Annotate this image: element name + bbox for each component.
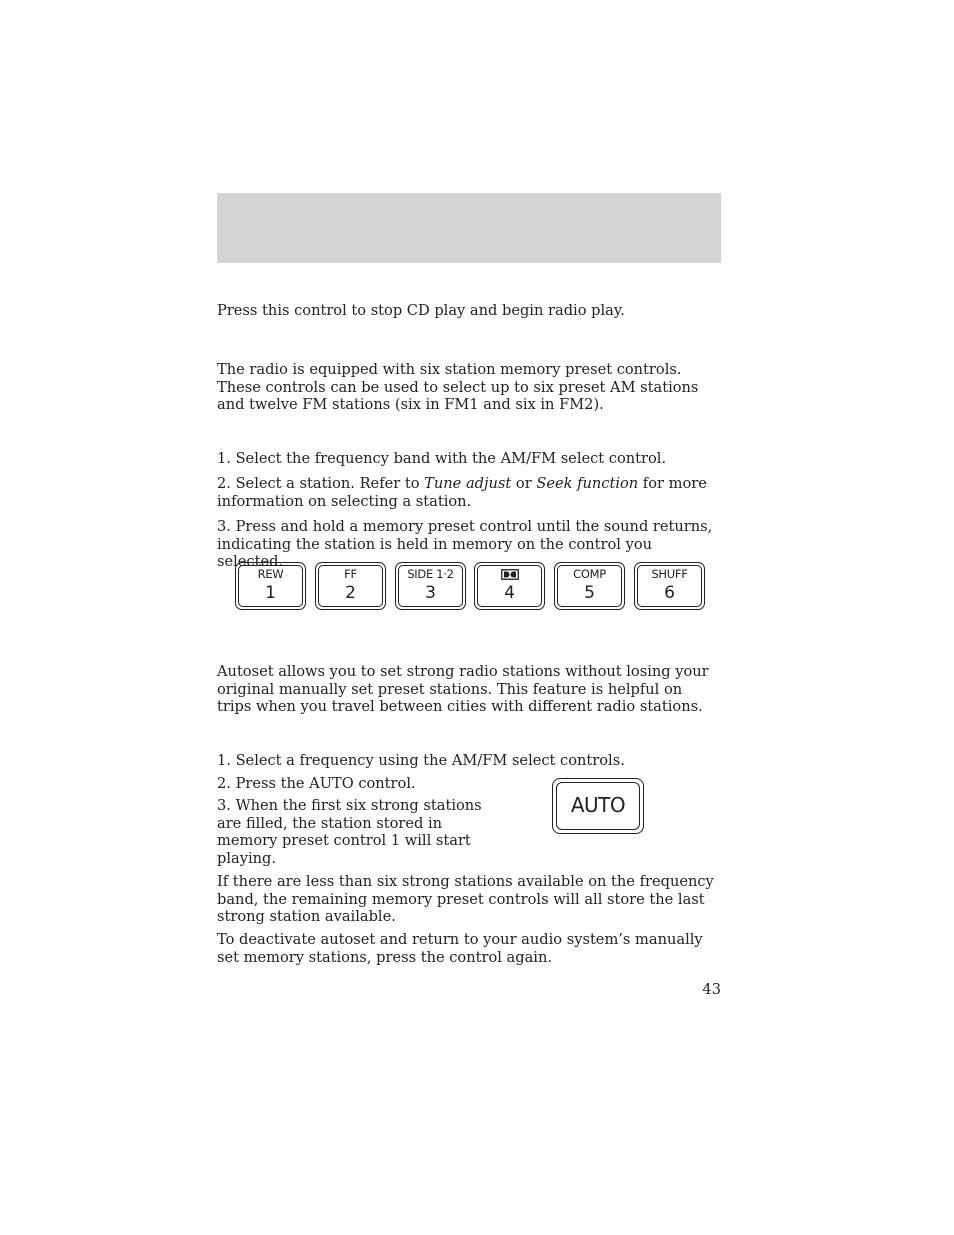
step2-suffix: for more information on selecting a station. <box>217 475 707 510</box>
preset-button-3[interactable] <box>395 562 466 610</box>
seek-function-reference: Seek function <box>536 475 639 492</box>
preset-number-2: 2 <box>345 583 356 603</box>
cd-to-radio-text: Press this control to stop CD play and begin radio play. <box>217 302 625 319</box>
setting-step-1: 1. Select the frequency band with the AM/FM select control. <box>217 450 667 467</box>
preset-button-2[interactable] <box>315 562 386 610</box>
preset-button-1[interactable] <box>235 562 306 610</box>
section-header-band <box>217 193 721 263</box>
preset-number-5: 5 <box>584 583 595 603</box>
preset-number-6: 6 <box>664 583 675 603</box>
autoset-step-1: 1. Select a frequency using the AM/FM select controls. <box>217 752 625 769</box>
preset-label-comp: COMP <box>573 567 606 581</box>
preset-number-4: 4 <box>504 583 515 603</box>
autoset-intro-text: Autoset allows you to set strong radio stations without losing your original manually set preset stations. This feature is helpful on trips when you travel between cities with different radio stations. <box>217 663 709 715</box>
preset-label-shuff: SHUFF <box>651 567 688 581</box>
dolby-icon <box>501 569 519 580</box>
preset-button-6[interactable] <box>634 562 705 610</box>
deactivate-note: To deactivate autoset and return to your audio system’s manually set memory stations, press the control again. <box>217 931 703 966</box>
autoset-step-3: 3. When the first six strong stations are filled, the station stored in memory preset control 1 will start playing. <box>217 797 482 867</box>
step2-prefix: 2. Select a station. Refer to <box>217 475 425 492</box>
setting-step-2 <box>217 475 721 510</box>
auto-button-label: AUTO <box>570 793 626 817</box>
preset-label-dolby <box>475 568 544 581</box>
autoset-step-2: 2. Press the AUTO control. <box>217 775 416 792</box>
memory-preset-controls <box>235 562 706 610</box>
preset-number-1: 1 <box>265 583 276 603</box>
page-number: 43 <box>702 981 721 998</box>
preset-button-4[interactable] <box>474 562 545 610</box>
preset-label-ff: FF <box>344 567 357 581</box>
auto-button[interactable] <box>552 778 644 834</box>
setting-step-3: 3. Press and hold a memory preset control until the sound returns, indicating the station is held in memory on the control you selected. <box>217 518 713 570</box>
preset-label-side: SIDE 1·2 <box>407 567 454 581</box>
preset-button-5[interactable] <box>554 562 625 610</box>
presets-intro-text: The radio is equipped with six station memory preset controls. These controls can be used to select up to six preset AM stations and twelve FM stations (six in FM1 and six in FM2). <box>217 361 699 413</box>
step2-mid: or <box>511 475 537 492</box>
preset-number-3: 3 <box>425 583 436 603</box>
tune-adjust-reference: Tune adjust <box>424 475 512 492</box>
preset-label-rew: REW <box>257 567 284 581</box>
less-than-six-note: If there are less than six strong stations available on the frequency band, the remaining memory preset controls will all store the last strong station available. <box>217 873 714 925</box>
